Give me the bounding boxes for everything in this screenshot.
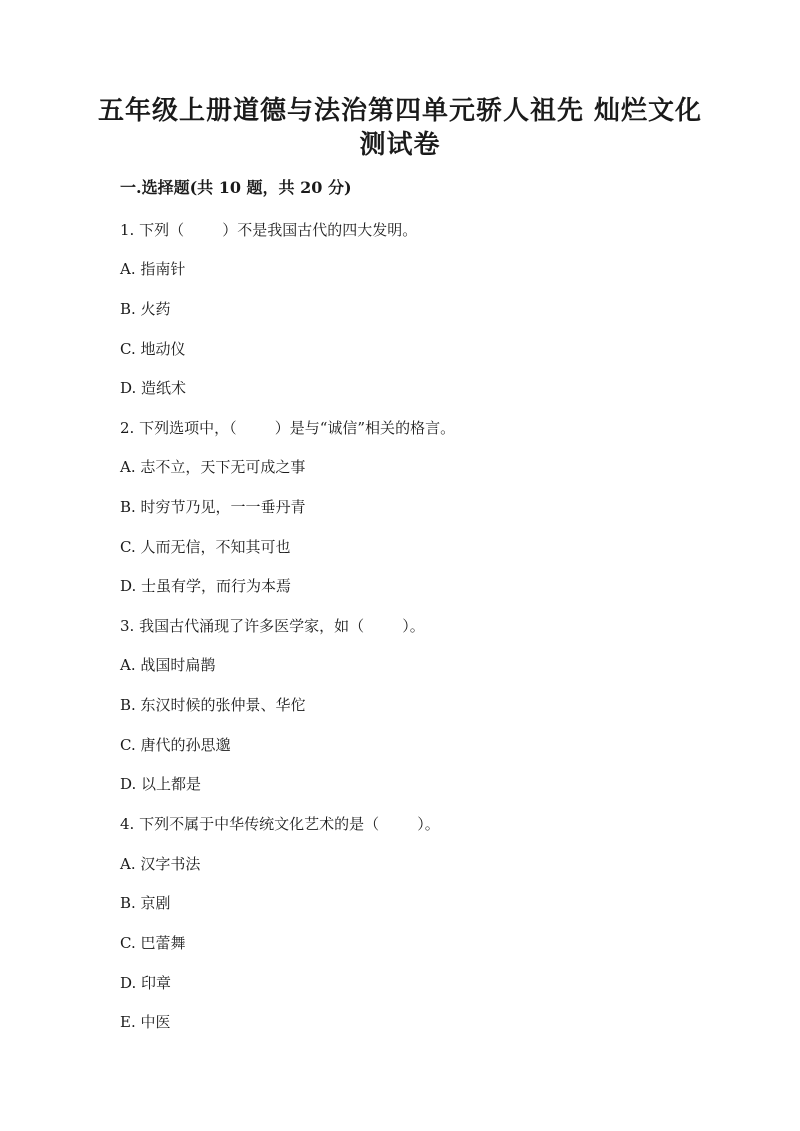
question-1-option-c: C. 地动仪 [120, 340, 186, 358]
question-2-stem: 2. 下列选项中，（ ）是与“诚信”相关的格言。 [120, 419, 456, 437]
question-4-option-a: A. 汉字书法 [120, 855, 201, 873]
question-4-option-d: D. 印章 [120, 974, 172, 992]
page-title-line-2: 测试卷 [359, 130, 441, 160]
question-1-option-a: A. 指南针 [120, 260, 186, 278]
question-4-option-c: C. 巴蕾舞 [120, 934, 186, 952]
section-heading: 一.选择题(共 10 题，共 20 分) [120, 178, 352, 197]
question-4-option-e: E. 中医 [120, 1013, 171, 1031]
question-3-option-a: A. 战国时扁鹊 [120, 656, 216, 674]
question-3-option-d: D. 以上都是 [120, 775, 202, 793]
question-3-option-b: B. 东汉时候的张仲景、华佗 [120, 696, 306, 714]
question-4-option-b: B. 京剧 [120, 894, 171, 912]
question-3-option-c: C. 唐代的孙思邈 [120, 736, 231, 754]
question-1-option-d: D. 造纸术 [120, 379, 187, 397]
question-2-option-a: A. 志不立，天下无可成之事 [120, 458, 306, 476]
question-2-option-c: C. 人而无信，不知其可也 [120, 538, 291, 556]
question-3-stem: 3. 我国古代涌现了许多医学家，如（ ）。 [120, 617, 425, 635]
question-2-option-b: B. 时穷节乃见，一一垂丹青 [120, 498, 306, 516]
question-1-option-b: B. 火药 [120, 300, 171, 318]
question-1-stem: 1. 下列（ ）不是我国古代的四大发明。 [120, 221, 418, 239]
question-4-stem: 4. 下列不属于中华传统文化艺术的是（ ）。 [120, 815, 440, 833]
question-2-option-d: D. 士虽有学，而行为本焉 [120, 577, 292, 595]
page-title-line-1: 五年级上册道德与法治第四单元骄人祖先 灿烂文化 [97, 96, 703, 126]
